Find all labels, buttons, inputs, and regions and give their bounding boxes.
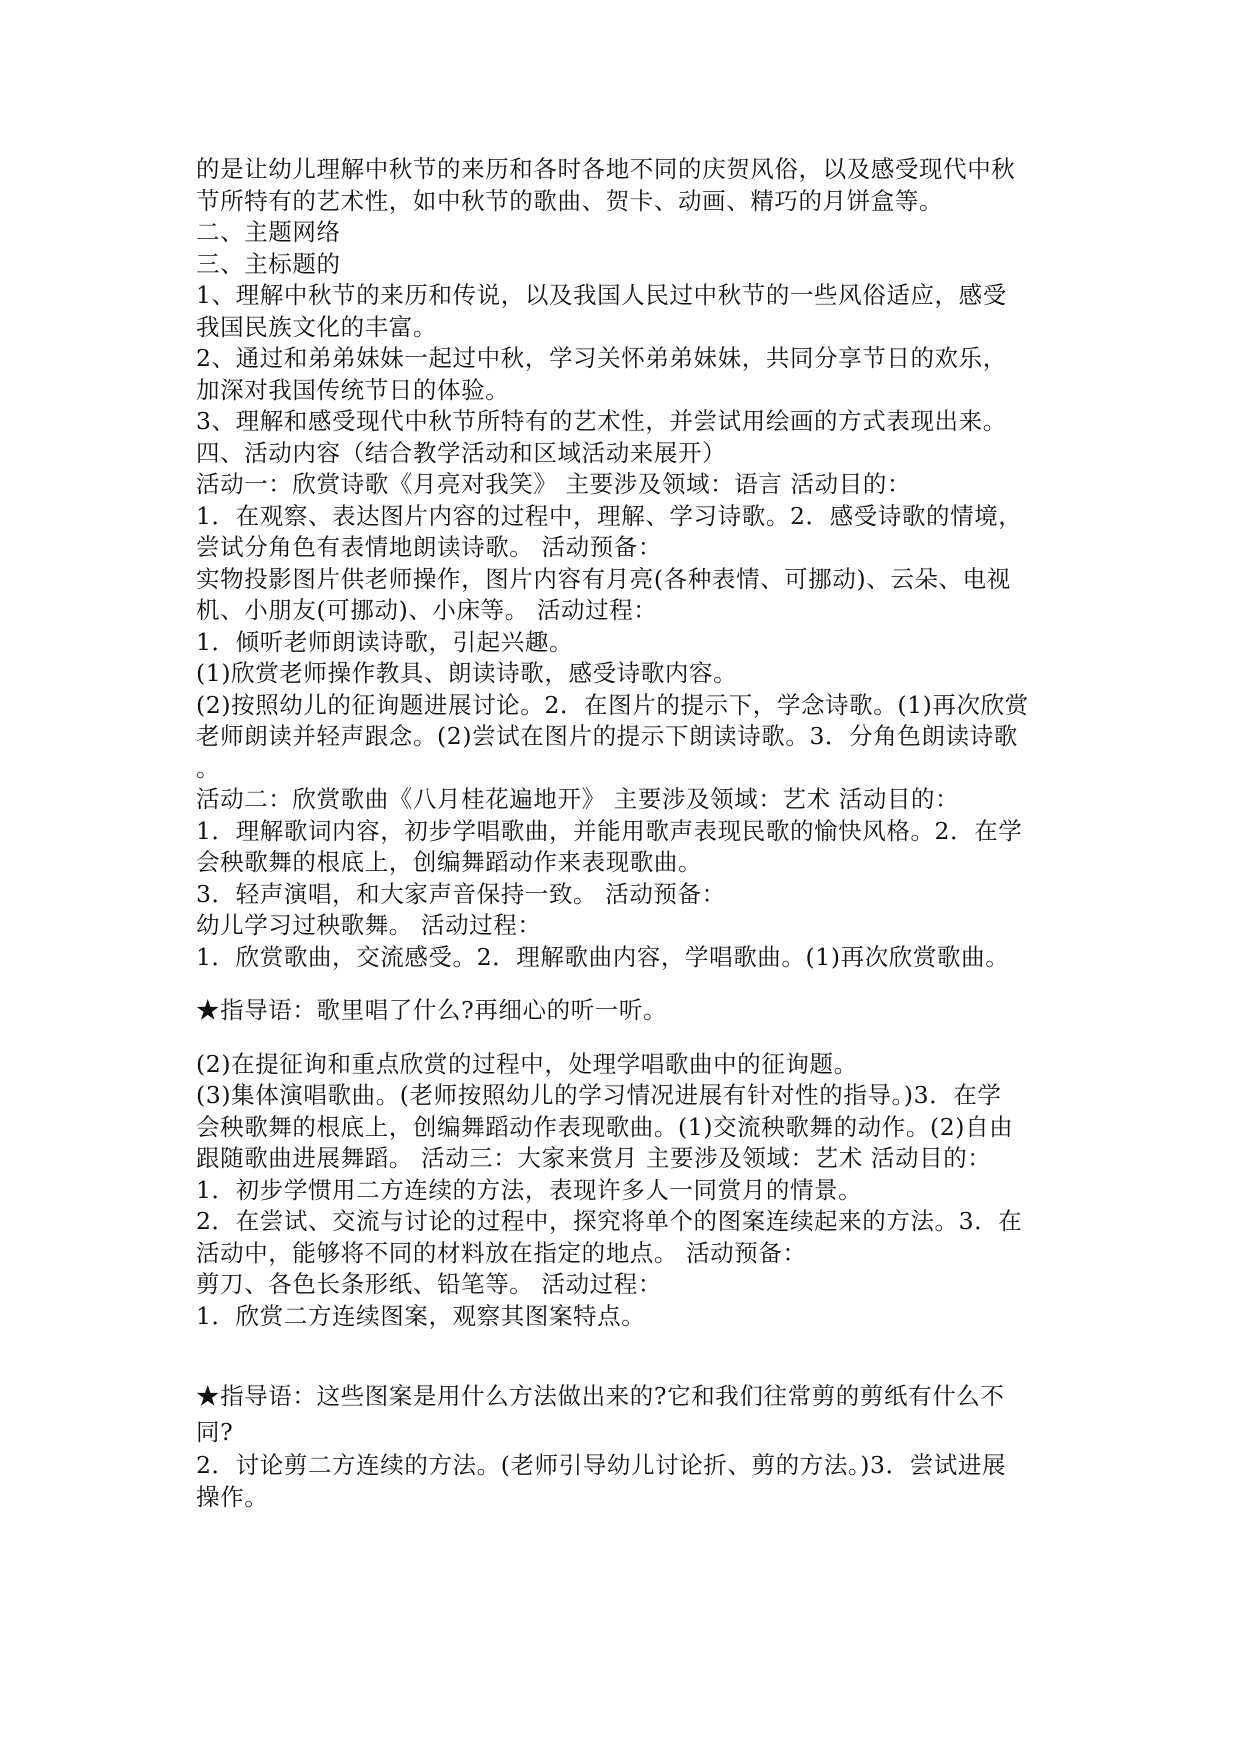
activity-heading: 活动一：欣赏诗歌《月亮对我笑》 主要涉及领域：语言 活动目的： [196,470,912,498]
text-line: 2、通过和弟弟妹妹一起过中秋，学习关怀弟弟妹妹，共同分享节日的欢乐， [196,344,1007,372]
text-line: (2)按照幼儿的征询题进展讨论。2．在图片的提示下，学念诗歌。(1)再次欣赏 [196,690,1029,719]
text-line: 实物投影图片供老师操作，图片内容有月亮(各种表情、可挪动)、云朵、电视 [196,564,1011,593]
text-line: 的是让幼儿理解中秋节的来历和各时各地不同的庆贺风俗，以及感受现代中秋 [196,155,1016,183]
section-heading: 二、主题网络 [196,218,341,246]
text-line: 3．轻声演唱，和大家声音保持一致。 活动预备： [196,879,726,908]
text-line: 1、理解中秋节的来历和传说，以及我国人民过中秋节的一些风俗适应，感受 [196,281,1007,309]
text-line: 我国民族文化的丰富。 [196,312,437,341]
guide-text: ★指导语：这些图案是用什么方法做出来的?它和我们往常剪的剪纸有什么不 [196,1382,1005,1410]
text-line: 。 [196,753,221,782]
text-line: (1)欣赏老师操作教具、朗读诗歌，感受诗歌内容。 [196,659,738,687]
text-line: 会秧歌舞的根底上，创编舞蹈动作表现歌曲。(1)交流秧歌舞的动作。(2)自由 [196,1112,1014,1141]
text-line: 1．初步学惯用二方连续的方法，表现许多人一同赏月的情景。 [196,1175,863,1204]
text-line: (3)集体演唱歌曲。(老师按照幼儿的学习情况进展有针对性的指导。)3．在学 [196,1081,1002,1109]
section-heading: 四、活动内容（结合教学活动和区域活动来展开） [196,438,727,467]
text-line: 跟随歌曲进展舞蹈。 活动三：大家来赏月 主要涉及领域：艺术 活动目的： [196,1144,992,1172]
text-line: 活动中，能够将不同的材料放在指定的地点。 活动预备： [196,1238,807,1267]
text-line: 剪刀、各色长条形纸、铅笔等。 活动过程： [196,1270,662,1298]
text-line: (2)在提征询和重点欣赏的过程中，处理学唱歌曲中的征询题。 [196,1049,858,1078]
text-line: 3、理解和感受现代中秋节所特有的艺术性，并尝试用绘画的方式表现出来。 [196,407,1007,435]
text-line: 节所特有的艺术性，如中秋节的歌曲、贺卡、动画、精巧的月饼盒等。 [196,186,944,215]
text-line: 1．欣赏歌曲，交流感受。2．理解歌曲内容，学唱歌曲。(1)再次欣赏歌曲。 [196,942,1010,971]
text-line: 1．欣赏二方连续图案，观察其图案特点。 [196,1301,646,1330]
text-line: 操作。 [196,1482,269,1511]
text-line: 老师朗读并轻声跟念。(2)尝试在图片的提示下朗读诗歌。3．分角色朗读诗歌 [196,722,1018,750]
text-line: 1．倾听老师朗读诗歌，引起兴趣。 [196,627,574,656]
section-heading: 三、主标题的 [196,249,341,278]
text-line: 尝试分角色有表情地朗读诗歌。 活动预备： [196,533,662,561]
text-line: 加深对我国传统节日的体验。 [196,375,510,404]
guide-text: ★指导语：歌里唱了什么?再细心的听一听。 [196,996,668,1024]
text-line: 机、小朋友(可挪动)、小床等。 活动过程： [196,596,658,624]
text-line: 1．理解歌词内容，初步学唱歌曲，并能用歌声表现民歌的愉快风格。2．在学 [196,816,1023,845]
text-line: 2．讨论剪二方连续的方法。(老师引导幼儿讨论折、剪的方法。)3．尝试进展 [196,1451,1007,1479]
text-line: 1．在观察、表达图片内容的过程中，理解、学习诗歌。2．感受诗歌的情境， [196,501,1023,530]
text-line: 幼儿学习过秧歌舞。 活动过程： [196,911,542,939]
guide-text: 同? [196,1418,234,1446]
text-line: 会秧歌舞的根底上，创编舞蹈动作来表现歌曲。 [196,848,703,876]
document-body [196,154,1056,1513]
activity-heading: 活动二：欣赏歌曲《八月桂花遍地开》 主要涉及领域：艺术 活动目的： [196,785,960,813]
text-line: 2．在尝试、交流与讨论的过程中，探究将单个的图案连续起来的方法。3．在 [196,1207,1023,1235]
